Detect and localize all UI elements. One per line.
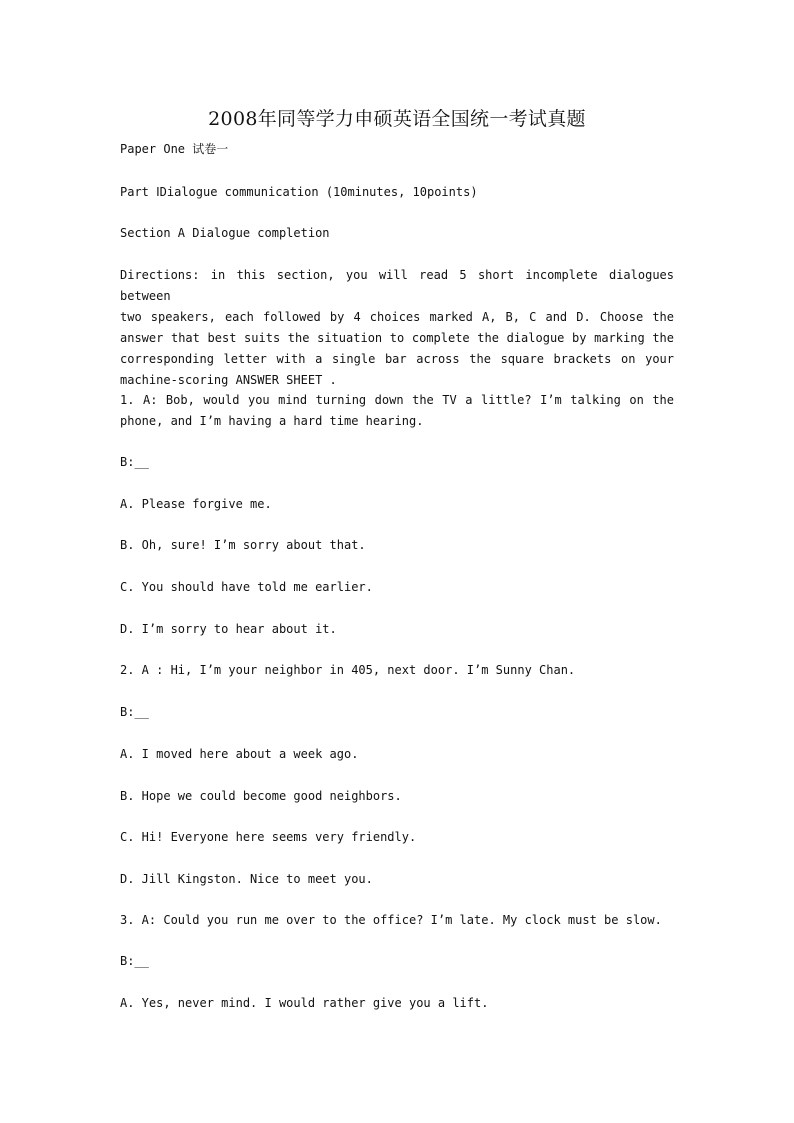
question-3-response: B:__ xyxy=(120,954,149,968)
question-2-option-c: C. Hi! Everyone here seems very friendly. xyxy=(120,830,417,844)
question-2-option-a: A. I moved here about a week ago. xyxy=(120,747,359,761)
question-1-option-b: B. Oh, sure! I’m sorry about that. xyxy=(120,538,366,552)
question-3-stem: 3. A: Could you run me over to the office? I’m late. My clock must be slow. xyxy=(120,913,662,927)
question-2-stem: 2. A : Hi, I’m your neighbor in 405, next door. I’m Sunny Chan. xyxy=(120,663,576,677)
question-1-stem xyxy=(120,390,674,432)
document-page xyxy=(120,0,674,1123)
question-stem-line: 1. A: Bob, would you mind turning down the TV a little? I’m talking on the xyxy=(120,393,674,407)
directions-line: corresponding letter with a single bar across the square brackets on your xyxy=(120,352,674,366)
directions-paragraph xyxy=(120,265,674,391)
directions-line: two speakers, each followed by 4 choices marked A, B, C and D. Choose the xyxy=(120,310,674,324)
question-1-response: B:__ xyxy=(120,455,149,469)
document-title: 2008年同等学力申硕英语全国统一考试真题 xyxy=(208,108,586,130)
question-2-option-b: B. Hope we could become good neighbors. xyxy=(120,789,402,803)
directions-line: answer that best suits the situation to complete the dialogue by marking the xyxy=(120,331,674,345)
question-3-option-a: A. Yes, never mind. I would rather give you a lift. xyxy=(120,996,489,1010)
question-2-response: B:__ xyxy=(120,705,149,719)
question-1-option-a: A. Please forgive me. xyxy=(120,497,272,511)
part-label: Part ⅠDialogue communication (10minutes, 10points) xyxy=(120,185,478,199)
question-2-option-d: D. Jill Kingston. Nice to meet you. xyxy=(120,872,373,886)
paper-label: Paper One 试卷一 xyxy=(120,142,229,156)
question-1-option-d: D. I’m sorry to hear about it. xyxy=(120,622,337,636)
section-label: Section A Dialogue completion xyxy=(120,226,330,240)
directions-line: machine-scoring ANSWER SHEET . xyxy=(120,373,337,387)
question-stem-line: phone, and I’m having a hard time hearing. xyxy=(120,414,424,428)
directions-line: Directions: in this section, you will read 5 short incomplete dialogues between xyxy=(120,268,674,303)
question-1-option-c: C. You should have told me earlier. xyxy=(120,580,373,594)
